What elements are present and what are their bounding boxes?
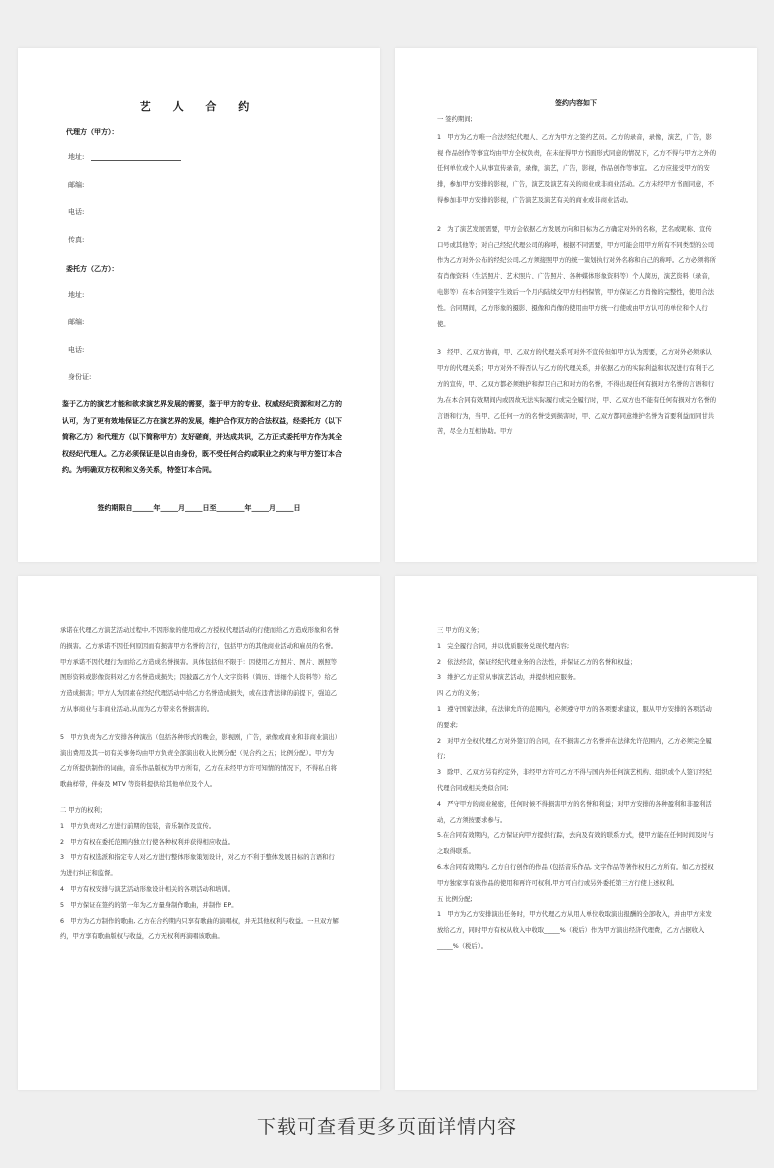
party-b-phone-label: 电话: [68, 346, 85, 354]
duty-b-3: 3 除甲、乙双方另有约定外，非经甲方许可乙方不得与国内外任何演艺机构、组织或个人签订经纪代理合同或相关类似合同; [437, 769, 712, 792]
download-caption: 下载可查看更多页面详情内容 [256, 1116, 517, 1138]
contract-intro: 鉴于乙方的演艺才能和欲求演艺界发展的需要，鉴于甲方的专业、权威经纪资源和对乙方的认可，为了更有效地保证乙方在演艺界的发展，维护合作双方的合法权益，经委托方（以下简称乙方）和代理方（以下简称甲方）友好磋商，并达成共识，乙方正式委托甲方作为其全权经纪代理人。乙方必须保证是以自由身份，既不受任何合约或职业之约束与甲方签订本合约。为明确双方权利和义务关系，特签订本合同。 [62, 400, 342, 474]
duty-b-4: 4 严守甲方的商业秘密，任何时候不得损害甲方的名誉和利益；对甲方安排的各种盈利和非盈利活动，乙方须按要求参与。 [437, 800, 712, 824]
duty-a-3: 3 维护乙方正常从事演艺活动，并提供相应服务。 [437, 674, 580, 682]
contract-term: 签约期限自______年_____月_____日至________年_____月_____日 [97, 504, 301, 512]
contract-title: 艺 人 合 约 [139, 100, 259, 113]
section-heading: 三 甲方的义务； [437, 627, 484, 634]
party-b-address-label: 地址: [68, 291, 85, 299]
party-b-label: 委托方（乙方）： [66, 265, 119, 273]
section-heading: 四 乙方的义务； [437, 690, 484, 698]
section-heading: 一 签约期间; [437, 116, 473, 123]
contract-content-heading: 签约内容如下 [555, 99, 597, 107]
right-5: 5 甲方保证在签约的第一年为乙方量身制作歌曲，并制作 EP。 [60, 901, 238, 909]
duty-a-1: 1 完全履行合同，并以优质服务兑现代理内容; [437, 642, 570, 650]
party-b-postcode-label: 邮编: [68, 318, 85, 326]
contract-page-2 [395, 48, 757, 562]
contract-page-4-body [437, 623, 717, 955]
share-1: 1 甲方为乙方安排演出任务时，甲方代理乙方从用人单位收取演出报酬的全部收入，并由甲方来发放给乙方，同时甲方有权从收入中收取_____%（税后）作为甲方演出经济代理费，乙方占据收入_____%（税后）。 [437, 911, 712, 950]
right-2: 2 甲方有权在委托范围内独立行使各种权利并获得相应收益。 [60, 838, 235, 846]
duty-b-1: 1 遵守国家法律，在法律允许的范围内，必须遵守甲方的各项要求建议，服从甲方安排的各项活动的要求; [437, 705, 712, 729]
contract-page-3-body [60, 623, 340, 945]
party-b-id-label: 身份证: [68, 373, 92, 381]
party-a-address-line [91, 160, 181, 161]
contract-page-2-body [437, 112, 717, 440]
contract-page-4 [395, 576, 757, 1090]
contract-page-1 [18, 48, 380, 562]
section-heading: 二 甲方的权利； [60, 806, 107, 814]
section-heading: 五 比例分配; [437, 895, 473, 903]
duty-b-6: 6.本合同有效期内, 乙方自行创作的作品 (包括音乐作品, 文字作品等著作权归乙方所有。如乙方授权甲方独家享有该作品的使用和再许可权利,甲方可自行或另外委托第三方行使上述权利。 [437, 863, 714, 887]
clause-5: 5 甲方负责为乙方安排各种演出（包括各种形式的晚会，影视剧，广告，录像或商业和非商业演出）演出费用及其一切有关事务均由甲方负责全部演出收入比例分配（见合约之五；比例分配）。甲方为乙方所提供制作的词曲，音乐作品版权为甲方所有，乙方在未经甲方许可知情的情况下，不得私自将歌曲样带，伴奏及 MTV 等资料提供给其他单位及个人。 [60, 733, 338, 789]
clause-4-continued: 承诺在代理乙方演艺活动过程中,不因形象的使用或乙方授权代理活动的行使而给乙方造成形象和名誉的损害。乙方承诺不因任何原因而有损害甲方名誉的言行，包括甲方的其他商业活动和雇员的名誉。甲方承诺不因代理行为而给乙方造成名誉损害。具体包括但不限于：因使用乙方照片、图片、剧照等图形资料或影像资料对乙方名誉造成损失；因披露乙方个人文字资料（简历、详细个人资料等）给乙方造成损害；甲方人为因素在经纪代理活动中给乙方名誉造成损失，或在违背法律的前提下，强迫乙方从事商业与非商业活动,从而为乙方带来名誉损害的。 [60, 627, 340, 713]
party-a-phone-label: 电话: [68, 208, 85, 216]
party-a-label: 代理方（甲方）： [66, 128, 119, 136]
party-a-fax-label: 传真: [68, 236, 85, 244]
clause-1: 1 甲方为乙方唯一合法经纪代理人、乙方为甲方之签约艺员。乙方的录音，录像，演艺，广告，影视 作品创作等事宜均由甲方全权负责，在未征得甲方书面形式同意的情况下，乙方不得与甲方之外的任何单位或个人从事宣传录音，录像，演艺，广告，影视，作品创作等事宜。 乙方应接受甲方的安排，参加甲方安排的影视，广告，演艺及演艺有关的商业或非商业活动。乙方未经甲方书面同意，不得参加非甲方安排的影视，广告演艺及演艺有关的商业或非商业活动。 [437, 133, 717, 204]
duty-b-5: 5.在合同有效期内，乙方保证向甲方提供行踪，去向及有效的联系方式，使甲方能在任何时间及时与之取得联系。 [437, 832, 714, 856]
right-1: 1 甲方负责对乙方进行前期的包装，音乐制作及宣传。 [60, 822, 216, 830]
clause-2: 2 为了演艺发展需要，甲方会依据乙方发展方向和目标为乙方确定对外的名称，艺名或昵称、宣传口号或其他等；对自己经纪代理公司的称呼，根据不同需要，甲方可能会用甲方所有不同类型的公司作为乙方对外公布的经纪公司,乙方须接照甲方的统一策划执行对外名称和自己的称呼。乙方必须将所有肖像资料（生活照片、艺术照片、广告照片、各种媒体形象资料等）个人简历，演艺资料（录音，电影等）在本合同签字生效后一个月内陆续交甲方归档保管，甲方保证乙方肖像的完整性，使用合法性。合同期间，乙方形象的摄影、摄像和肖像的使用由甲方统一行使或由甲方认可的单位和个人行使。 [437, 225, 717, 328]
right-6: 6 甲方为乙方制作的歌曲, 乙方在合约期内只享有歌曲的演唱权，并无其他权利与收益。一旦双方解约，甲方享有歌曲版权与收益，乙方无权利再演唱该歌曲。 [60, 917, 339, 941]
clause-3: 3 经甲、乙双方协商，甲、乙双方的代理关系可对外不宣传但如甲方认为需要，乙方对外必须承认甲方的代理关系；甲方对外不得否认与乙方的代理关系，并依据乙方的实际利益和状况进行有利于乙方的宣传，甲、乙双方都必须维护和捍卫自己和对方的名誉，不得出现任何有损对方名誉的言语和行为,在本合同有效期间内或因故无法实际履行或完全履行时，甲、乙双方也不能有任何有损对方名誉的言语和行为，当甲、乙任何一方的名誉受到损害时，甲、乙双方都同意维护名誉为首要利益而同甘共苦，尽全力互相协助。甲方 [437, 349, 717, 436]
duty-b-2: 2 对甲方全权代理乙方对外签订的合同，在不损害乙方名誉并在法律允许范围内，乙方必须完全履行; [437, 737, 712, 761]
duty-a-2: 2 依法经营，保证经纪代理业务的合法性，并保证乙方的名誉和权益； [437, 658, 637, 666]
right-3: 3 甲方有权选派和指定专人对乙方进行整体形象策划设计，对乙方不利于整体发展目标的言语和行为进行纠正和监督。 [60, 854, 335, 878]
contract-page-3 [18, 576, 380, 1090]
party-a-address-label: 地址: [68, 153, 85, 161]
party-a-postcode-label: 邮编: [68, 181, 85, 189]
right-4: 4 甲方有权安排与演艺活动形象设计相关的各项活动和培训。 [60, 885, 235, 893]
